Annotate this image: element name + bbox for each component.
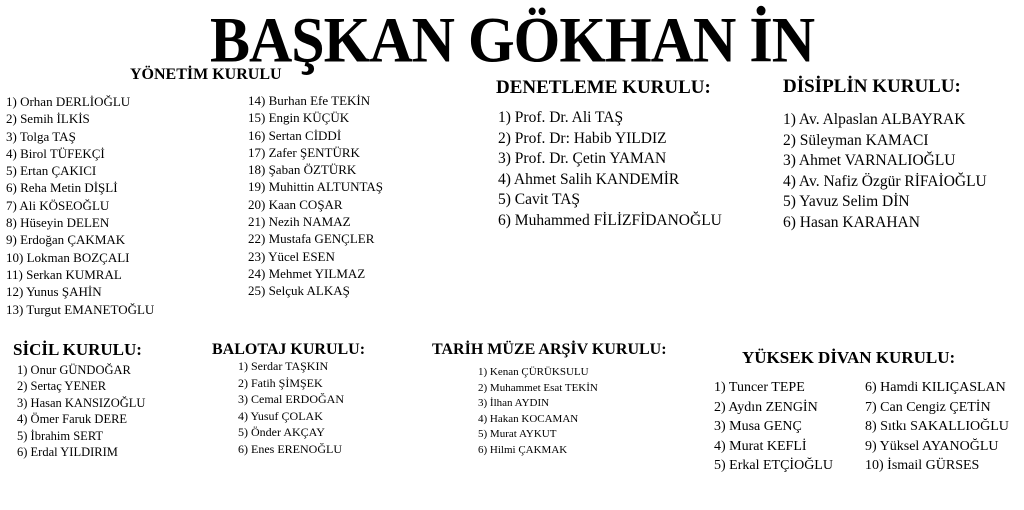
disiplin-kurulu-title: DİSİPLİN KURULU: xyxy=(783,76,961,97)
balotaj-kurulu-list xyxy=(238,358,344,457)
member-name: 2) Sertaç YENER xyxy=(17,379,107,394)
yonetim-kurulu-list-1 xyxy=(6,93,154,318)
tarih-muze-arsiv-kurulu-list xyxy=(478,365,598,458)
member-name: 3) İlhan AYDIN xyxy=(478,397,550,409)
member-name: 22) Mustafa GENÇLER xyxy=(248,231,375,247)
yuksek-divan-kurulu-list-1 xyxy=(714,378,833,476)
member-name: 9) Yüksel AYANOĞLU xyxy=(865,438,999,454)
denetleme-kurulu-list xyxy=(498,108,722,232)
member-name: 9) Erdoğan ÇAKMAK xyxy=(6,232,126,248)
sicil-kurulu-title: SİCİL KURULU: xyxy=(13,340,142,359)
member-name: 3) Musa GENÇ xyxy=(714,419,802,435)
member-name: 20) Kaan COŞAR xyxy=(248,196,343,212)
member-name: 6) Hilmi ÇAKMAK xyxy=(478,443,568,456)
sicil-kurulu-list xyxy=(17,362,145,460)
member-name: 4) Birol TÜFEKÇİ xyxy=(6,145,105,161)
page-title: BAŞKAN GÖKHAN İN xyxy=(209,4,815,76)
yonetim-kurulu-list-2 xyxy=(248,92,383,300)
member-name: 6) Muhammed FİLİZFİDANOĞLU xyxy=(498,211,722,229)
member-name: 4) Hakan KOCAMAN xyxy=(478,412,579,425)
member-name: 6) Erdal YILDIRIM xyxy=(17,445,118,460)
member-name: 18) Şaban ÖZTÜRK xyxy=(248,162,357,178)
member-name: 4) Ahmet Salih KANDEMİR xyxy=(498,170,680,188)
member-name: 1) Orhan DERLİOĞLU xyxy=(6,94,131,109)
member-name: 5) Murat AYKUT xyxy=(478,428,557,440)
member-name: 17) Zafer ŞENTÜRK xyxy=(248,144,360,160)
member-name: 7) Ali KÖSEOĞLU xyxy=(6,197,110,213)
member-name: 2) Semih İLKİS xyxy=(6,111,90,127)
member-name: 1) Tuncer TEPE xyxy=(714,380,805,395)
member-name: 3) Prof. Dr. Çetin YAMAN xyxy=(498,150,667,168)
member-name: 5) Yavuz Selim DİN xyxy=(783,193,910,211)
member-name: 6) Enes ERENOĞLU xyxy=(238,441,342,456)
member-name: 6) Hamdi KILIÇASLAN xyxy=(865,380,1006,395)
member-name: 13) Turgut EMANETOĞLU xyxy=(6,301,155,317)
member-name: 11) Serkan KUMRAL xyxy=(6,266,122,282)
member-name: 4) Ömer Faruk DERE xyxy=(17,412,128,427)
member-name: 4) Murat KEFLİ xyxy=(714,438,807,454)
member-name: 21) Nezih NAMAZ xyxy=(248,214,351,230)
member-name: 7) Can Cengiz ÇETİN xyxy=(865,399,991,415)
disiplin-kurulu-list xyxy=(783,110,987,234)
member-name: 3) Cemal ERDOĞAN xyxy=(238,392,344,406)
member-name: 2) Fatih ŞİMŞEK xyxy=(238,375,323,390)
member-name: 1) Av. Alpaslan ALBAYRAK xyxy=(783,111,966,128)
yuksek-divan-kurulu-list-2 xyxy=(865,378,1009,476)
member-name: 3) Tolga TAŞ xyxy=(6,128,76,144)
member-name: 1) Serdar TAŞKIN xyxy=(238,359,329,373)
tarih-muze-arsiv-kurulu-title: TARİH MÜZE ARŞİV KURULU: xyxy=(432,341,667,358)
member-name: 2) Aydın ZENGİN xyxy=(714,399,818,415)
member-name: 1) Onur GÜNDOĞAR xyxy=(17,363,131,377)
member-name: 5) İbrahim SERT xyxy=(17,428,104,443)
member-name: 24) Mehmet YILMAZ xyxy=(248,265,366,281)
member-name: 3) Ahmet VARNALIOĞLU xyxy=(783,152,956,170)
member-name: 2) Prof. Dr: Habib YILDIZ xyxy=(498,129,667,147)
member-name: 6) Hasan KARAHAN xyxy=(783,213,920,231)
member-name: 1) Prof. Dr. Ali TAŞ xyxy=(498,109,624,126)
member-name: 5) Cavit TAŞ xyxy=(498,191,581,209)
balotaj-kurulu-title: BALOTAJ KURULU: xyxy=(212,341,366,358)
member-name: 2) Muhammet Esat TEKİN xyxy=(478,381,598,394)
member-name: 3) Hasan KANSIZOĞLU xyxy=(17,395,146,410)
member-name: 10) Lokman BOZÇALI xyxy=(6,249,130,265)
member-name: 6) Reha Metin DİŞLİ xyxy=(6,180,118,196)
member-name: 5) Ertan ÇAKICI xyxy=(6,163,97,179)
member-name: 14) Burhan Efe TEKİN xyxy=(248,93,371,108)
member-name: 4) Av. Nafiz Özgür RİFAİOĞLU xyxy=(783,172,987,190)
member-name: 2) Süleyman KAMACI xyxy=(783,131,929,149)
member-name: 1) Kenan ÇÜRÜKSULU xyxy=(478,366,589,378)
member-name: 5) Önder AKÇAY xyxy=(238,425,325,439)
member-name: 4) Yusuf ÇOLAK xyxy=(238,408,323,423)
member-name: 15) Engin KÜÇÜK xyxy=(248,110,350,126)
yuksek-divan-kurulu-title: YÜKSEK DİVAN KURULU: xyxy=(742,348,956,367)
member-name: 10) İsmail GÜRSES xyxy=(865,458,980,474)
member-name: 16) Sertan CİDDİ xyxy=(248,127,342,143)
member-name: 8) Sıtkı SAKALLIOĞLU xyxy=(865,419,1009,435)
member-name: 23) Yücel ESEN xyxy=(248,248,335,264)
member-name: 19) Muhittin ALTUNTAŞ xyxy=(248,179,383,195)
member-name: 25) Selçuk ALKAŞ xyxy=(248,283,350,299)
member-name: 12) Yunus ŞAHİN xyxy=(6,284,102,300)
yonetim-kurulu-title: YÖNETİM KURULU xyxy=(130,66,282,83)
member-name: 5) Erkal ETÇİOĞLU xyxy=(714,458,833,474)
member-name: 8) Hüseyin DELEN xyxy=(6,215,110,231)
denetleme-kurulu-title: DENETLEME KURULU: xyxy=(496,77,711,98)
